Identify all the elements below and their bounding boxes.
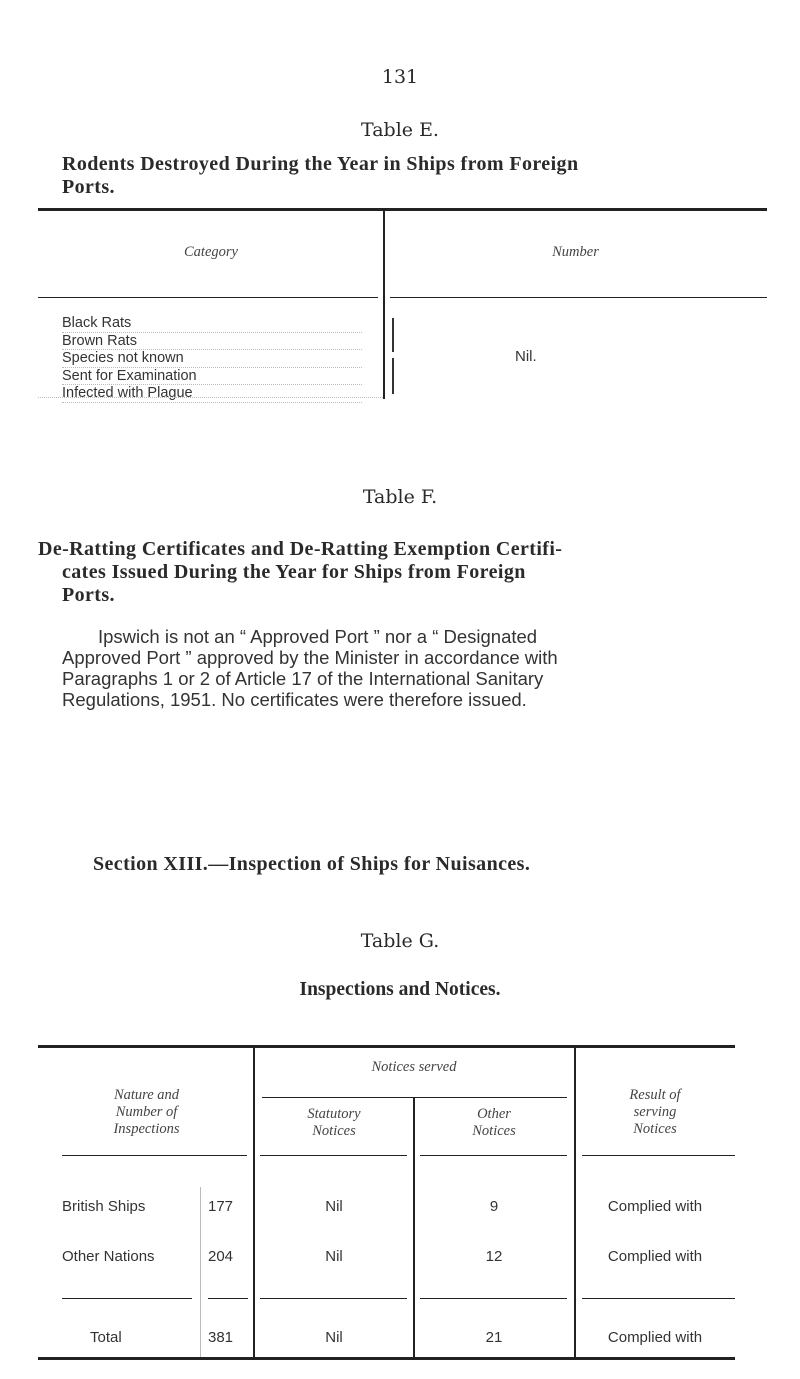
table-g-total-rule-1 [62,1298,192,1299]
table-g-total-statutory: Nil [325,1329,343,1346]
table-f-para-line2: Approved Port ” approved by the Minister in accordance with [62,647,558,668]
page-number: 131 [381,66,419,88]
table-g-col-nature-line3: Inspections [113,1121,180,1137]
table-g-col-other [414,1106,574,1140]
table-e-heading-line2: Ports. [62,176,115,198]
table-g-header-rule-1 [62,1155,247,1156]
table-e-brace-icon [390,316,404,400]
table-g-col-nature [38,1087,255,1138]
table-g-row-other-statutory: Nil [325,1248,343,1265]
table-g-row-other-other: 12 [485,1248,503,1265]
table-g-total-rule-4 [582,1298,735,1299]
table-g-row-other-number: 204 [208,1248,234,1265]
table-g-row-british-other: 9 [489,1198,499,1215]
table-g-col-statutory [254,1106,414,1140]
table-g-col-result-line3: Notices [633,1121,677,1137]
table-f-para-line3: Paragraphs 1 or 2 of Article 17 of the International Sanitary [62,668,544,689]
table-g-top-rule [38,1045,735,1048]
table-g-total-rule-1b [208,1298,248,1299]
table-g-header-rule-4 [582,1155,735,1156]
table-e-col-number: Number [552,244,599,260]
table-e-title: Table E. [361,119,439,141]
table-f-para-line4: Regulations, 1951. No certificates were therefore issued. [62,689,527,710]
table-g-header-rule-3 [420,1155,567,1156]
table-f-heading-line3: Ports. [62,584,115,606]
table-g-total-rule-2 [260,1298,407,1299]
table-g-row-british-statutory: Nil [325,1198,343,1215]
table-f-para-line1: Ipswich is not an “ Approved Port ” nor a “ Designated [98,626,538,647]
table-g-col-other-line2: Notices [472,1123,516,1139]
table-f-heading-line1: De-Ratting Certificates and De-Ratting Exemption Certifi- [38,538,563,560]
table-e-header-rule-right [390,297,767,298]
table-g-col-result-line1: Result of [629,1087,681,1103]
table-e-col-divider [383,211,385,399]
table-g-col-statutory-line1: Statutory [307,1106,361,1122]
table-g-row-british-label: British Ships [62,1198,146,1215]
table-g-total-other: 21 [485,1329,503,1346]
table-e-category-species-unknown: Species not known [62,350,362,368]
table-e-category-black-rats: Black Rats [62,315,362,333]
table-g-total-result: Complied with [607,1329,703,1346]
table-g-bottom-rule [38,1357,735,1360]
section-xiii-heading: Section XIII.—Inspection of Ships for Nuisances. [93,853,531,875]
table-g-col-nature-line1: Nature and [113,1087,180,1103]
table-f-heading-line2: cates Issued During the Year for Ships from Foreign [62,561,526,583]
table-g-col-other-line1: Other [477,1106,511,1122]
table-e-bottom-rule [38,397,383,398]
table-g-row-british-number: 177 [208,1198,234,1215]
table-g-col-statutory-line2: Notices [312,1123,356,1139]
table-g-divider-2 [413,1098,415,1358]
table-g-total-number: 381 [208,1329,234,1346]
table-g-number-divider [200,1187,201,1357]
table-g-total-label: Total [90,1329,122,1346]
table-f-heading [38,538,778,607]
table-e-category-infected-plague: Infected with Plague [62,385,362,403]
table-g-col-nature-line2: Number of [115,1104,178,1120]
table-e-heading [62,153,782,199]
table-g-row-other-result: Complied with [607,1248,703,1265]
table-f-title: Table F. [362,486,438,508]
table-g-col-result-line2: serving [633,1104,677,1120]
table-g-row-other-label: Other Nations [62,1248,155,1265]
table-e-top-rule [38,208,767,211]
table-e-col-category: Category [184,244,238,260]
table-e-category-sent-exam: Sent for Examination [62,368,362,386]
table-f-paragraph [62,626,782,710]
table-e-number-value: Nil. [515,348,537,365]
table-g-row-british-result: Complied with [607,1198,703,1215]
table-g-col-result [575,1087,735,1138]
table-e-category-list [62,315,362,403]
table-e-header-rule-left [38,297,378,298]
table-g-col-notices-served: Notices served [371,1059,457,1075]
table-e-category-brown-rats: Brown Rats [62,333,362,351]
table-g-subtitle: Inspections and Notices. [299,979,501,1000]
table-g-total-rule-3 [420,1298,567,1299]
table-g-notices-rule [262,1097,567,1098]
table-e-heading-line1: Rodents Destroyed During the Year in Ships from Foreign [62,153,579,175]
table-g-header-rule-2 [260,1155,407,1156]
table-g-title: Table G. [360,930,440,952]
